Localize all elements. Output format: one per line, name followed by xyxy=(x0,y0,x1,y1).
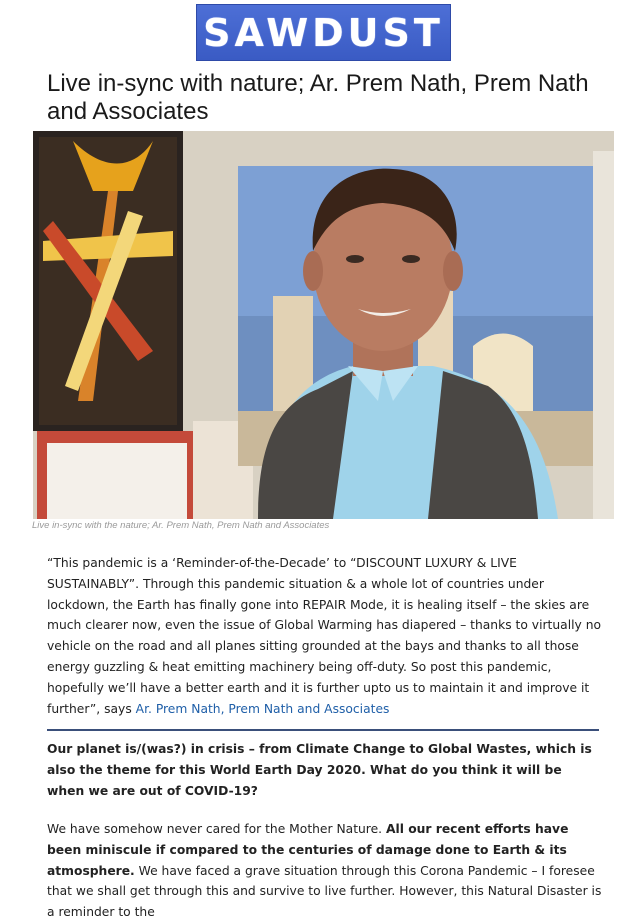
quote-paragraph xyxy=(47,553,603,719)
article-photo xyxy=(33,131,614,519)
answer-text-1: We have somehow never cared for the Mother Nature. xyxy=(47,822,386,836)
answer-bold-text: All our recent efforts have been miniscule if compared to the centuries of damage done to Earth & its atmosphere. xyxy=(47,822,569,878)
site-logo[interactable] xyxy=(196,4,451,61)
portrait-illustration xyxy=(33,131,614,519)
site-logo-text: SAWDUST xyxy=(203,10,444,55)
interview-question: Our planet is/(was?) in crisis – from Climate Change to Global Wastes, which is also the theme for this World Earth Day 2020. What do you think it will be when we are out of COVID-19? xyxy=(47,742,592,798)
section-divider xyxy=(47,729,599,731)
image-caption: Live in-sync with the nature; Ar. Prem Nath, Prem Nath and Associates xyxy=(32,520,330,531)
quote-text: “This pandemic is a ‘Reminder-of-the-Decade’ to “DISCOUNT LUXURY & LIVE SUSTAINABLY”. Through this pandemic situation & a whole lot of countries under lockdown, the Earth has finally gone into REPAIR Mode, it is healing itself – the skies are much clearer now, even the issue of Global Warming has diapered – thanks to virtually no vehicle on the road and all planes sitting grounded at the bays and thanks to all those energy guzzling & heat emitting machinery being off-duty. So post this pandemic, hopefully we’ll have a better earth and it is further upto us to maintain it and improve it further”, says xyxy=(47,556,602,716)
answer-text-2: We have faced a grave situation through this Corona Pandemic – I foresee that we shall get through this and survive to live further. However, this Natural Disaster is a reminder to the xyxy=(47,863,602,920)
article-title: Live in-sync with nature; Ar. Prem Nath, Prem Nath and Associates xyxy=(47,70,589,125)
author-link[interactable]: Ar. Prem Nath, Prem Nath and Associates xyxy=(135,701,390,716)
answer-paragraph xyxy=(47,819,603,923)
